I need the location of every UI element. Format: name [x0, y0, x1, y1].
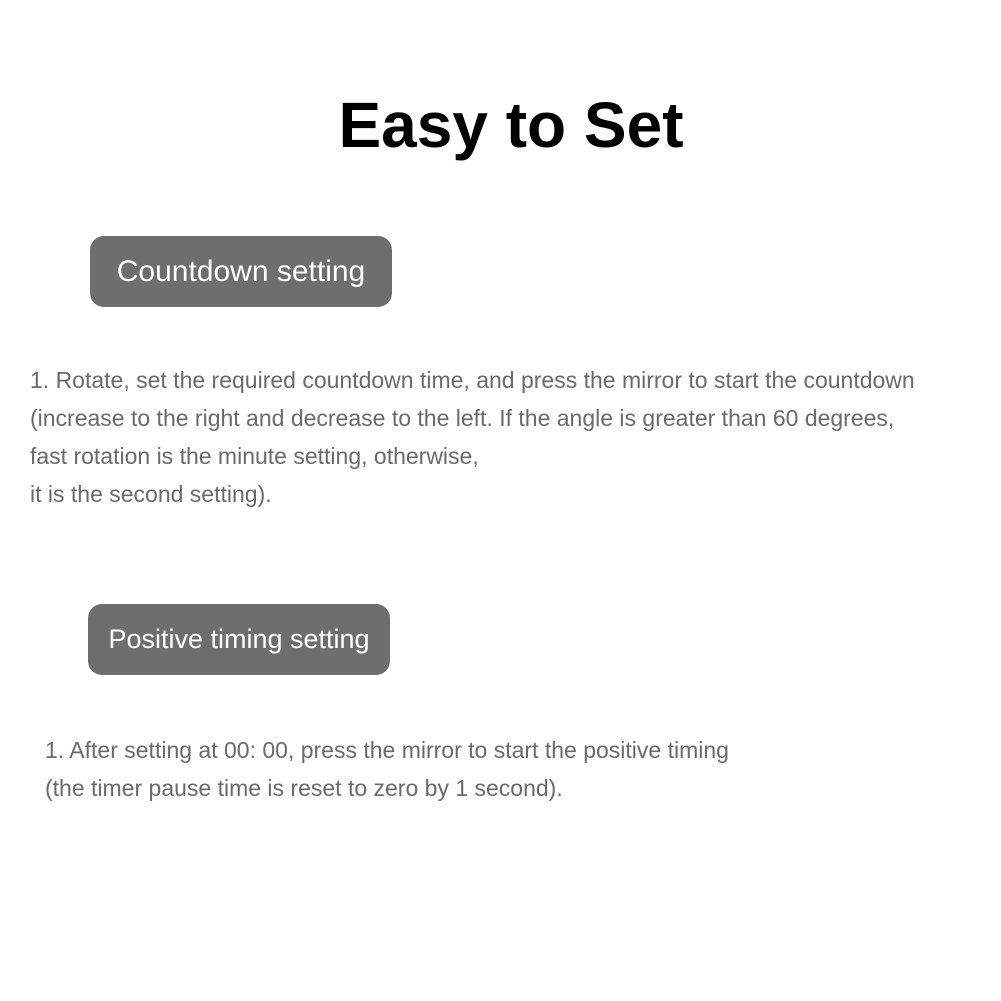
- countdown-setting-heading: Countdown setting: [90, 236, 392, 307]
- instruction-line: 1. After setting at 00: 00, press the mirror to start the positive timing: [45, 737, 729, 763]
- positive-timing-setting-heading: Positive timing setting: [88, 604, 390, 675]
- countdown-instructions: [30, 361, 915, 513]
- instruction-line: fast rotation is the minute setting, otherwise,: [30, 443, 479, 469]
- positive-timing-instructions: [45, 731, 729, 807]
- instruction-line: (increase to the right and decrease to the left. If the angle is greater than 60 degrees,: [30, 405, 895, 431]
- page-title: Easy to Set: [338, 89, 684, 161]
- instruction-line: (the timer pause time is reset to zero by 1 second).: [45, 775, 563, 801]
- instruction-line: 1. Rotate, set the required countdown time, and press the mirror to start the countdown: [30, 367, 915, 393]
- instruction-line: it is the second setting).: [30, 481, 272, 507]
